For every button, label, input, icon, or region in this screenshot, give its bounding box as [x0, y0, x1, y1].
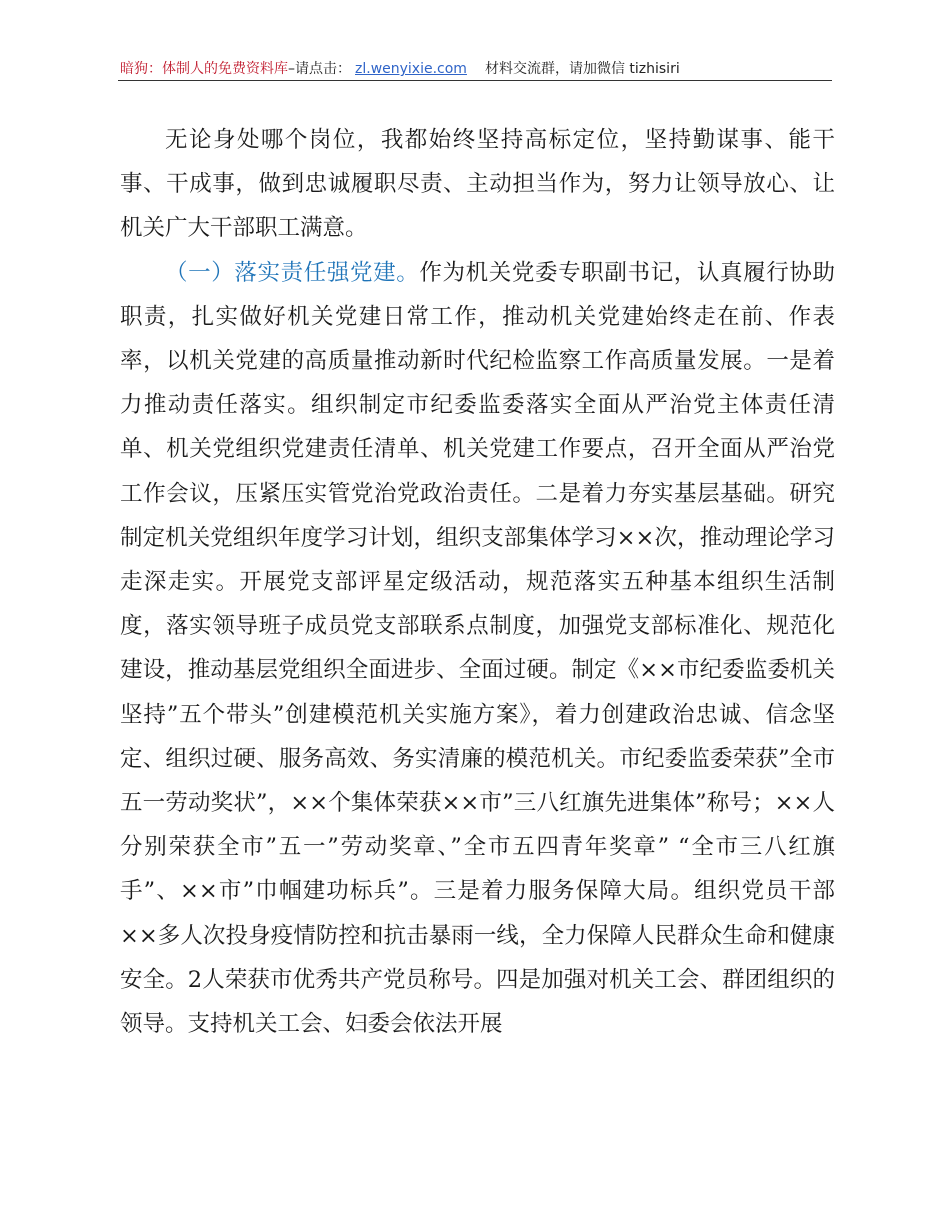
section-heading: （一）落实责任强党建。	[165, 259, 420, 286]
header-divider	[118, 80, 832, 81]
document-body	[120, 118, 835, 1046]
paragraph-party-building	[120, 251, 835, 1047]
paragraph-intro: 无论身处哪个岗位，我都始终坚持高标定位，坚持勤谋事、能干事、干成事，做到忠诚履职尽责、主动担当作为，努力让领导放心、让机关广大干部职工满意。	[120, 127, 835, 242]
page-header	[120, 58, 830, 80]
header-group-info: 材料交流群，请加微信 tizhisiri	[484, 61, 680, 77]
header-brand: 暗狗：体制人的免费资料库	[120, 61, 288, 77]
section-body-text: 作为机关党委专职副书记，认真履行协助职责，扎实做好机关党建日常工作，推动机关党建始终走在前、作表率，以机关党建的高质量推动新时代纪检监察工作高质量发展。一是着力推动责任落实。组织制定市纪委监委落实全面从严治党主体责任清单、机关党组织党建责任清单、机关党建工作要点，召开全面从严治党工作会议，压紧压实管党治党政治责任。二是着力夯实基层基础。研究制定机关党组织年度学习计划，组织支部集体学习××次，推动理论学习走深走实。开展党支部评星定级活动，规范落实五种基本组织生活制度，落实领导班子成员党支部联系点制度，加强党支部标准化、规范化建设，推动基层党组织全面进步、全面过硬。制定《××市纪委监委机关坚持”五个带头”创建模范机关实施方案》，着力创建政治忠诚、信念坚定、组织过硬、服务高效、务实清廉的模范机关。市纪委监委荣获”全市五一劳动奖状”，××个集体荣获××市”三八红旗先进集体”称号；××人分别荣获全市”五一”劳动奖章、”全市五四青年奖章” “全市三八红旗手”、××市”巾帼建功标兵”。三是着力服务保障大局。组织党员干部××多人次投身疫情防控和抗击暴雨一线，全力保障人民群众生命和健康安全。2人荣获市优秀共产党员称号。四是加强对机关工会、群团组织的领导。支持机关工会、妇委会依法开展	[120, 259, 835, 1038]
header-link[interactable]: zl.wenyixie.com	[355, 61, 467, 77]
header-click-prompt: –请点击：	[288, 61, 351, 77]
